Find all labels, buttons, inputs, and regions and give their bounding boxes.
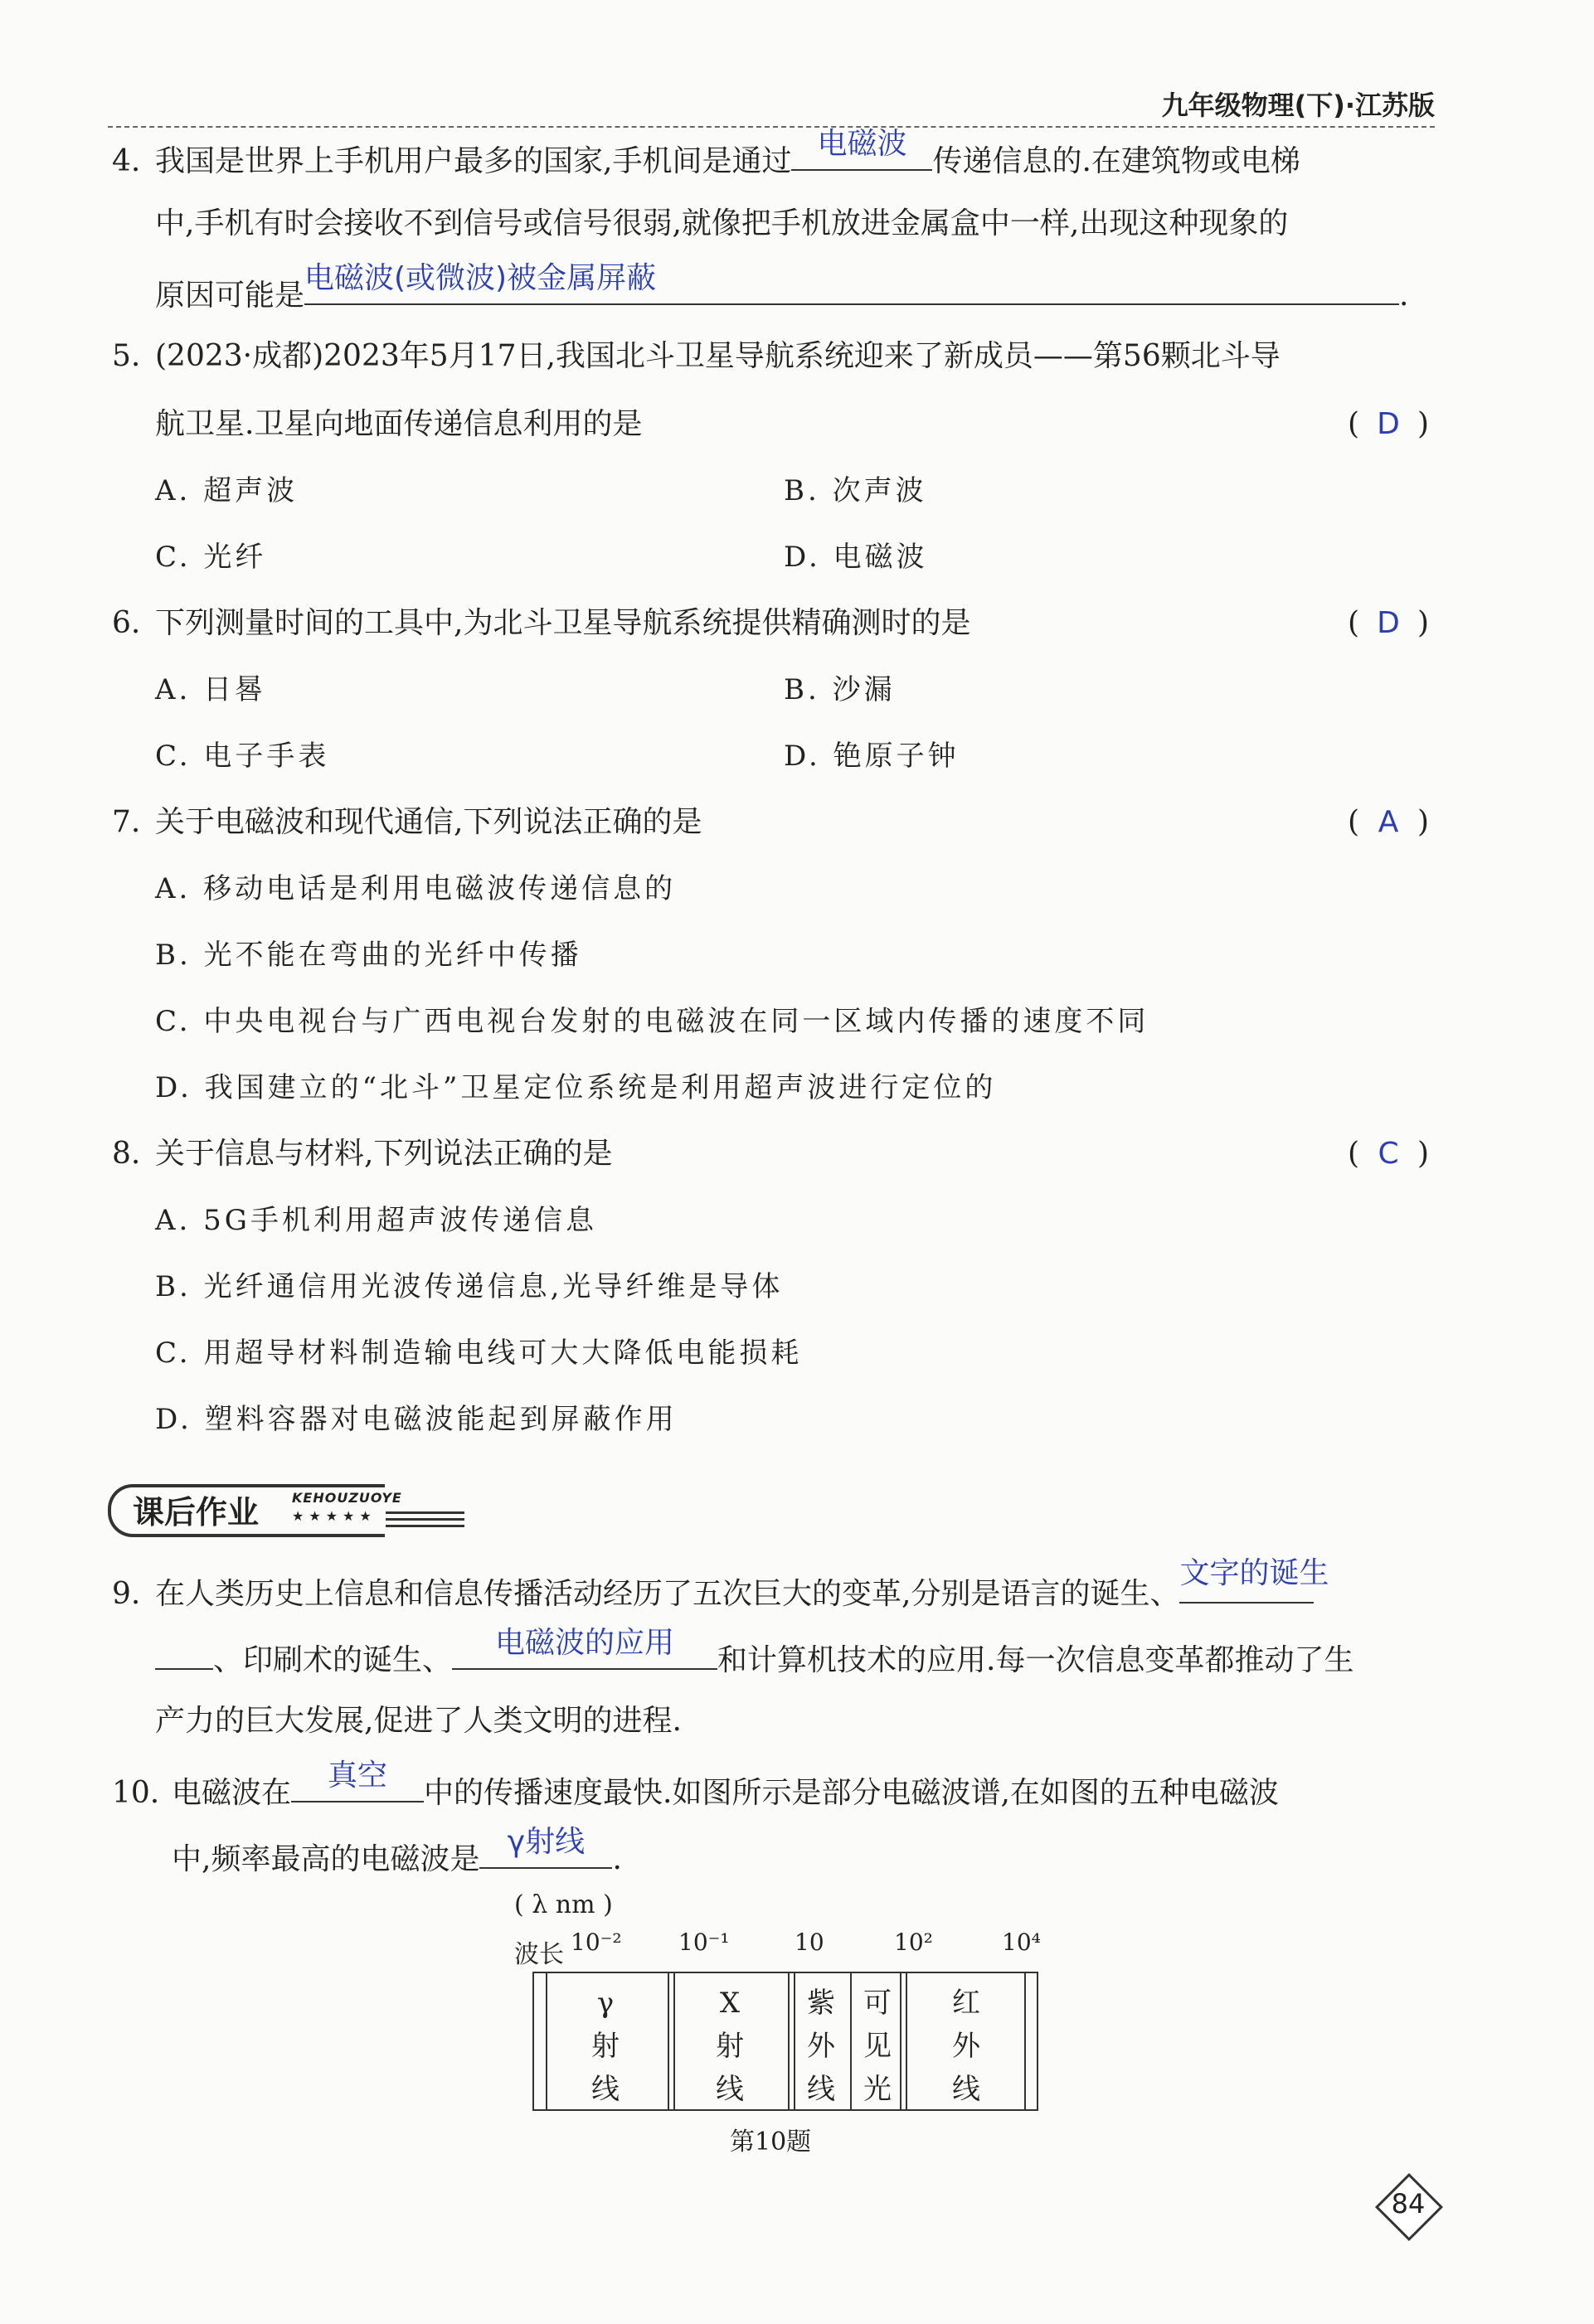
q8-option-d: D. 塑料容器对电磁波能起到屏蔽作用: [155, 1403, 678, 1436]
q8-answer: ( C ): [1348, 1137, 1430, 1171]
band-xray: X 射 线: [716, 1987, 744, 2106]
q5-option-a: A. 超声波: [155, 474, 299, 507]
q5-option-c: C. 光纤: [155, 541, 267, 574]
q5-answer: ( D ): [1348, 407, 1430, 441]
q8-option-b: B. 光纤通信用光波传递信息,光导纤维是导体: [155, 1270, 784, 1303]
band-divider: [850, 1972, 852, 2111]
q6-option-a: A. 日晷: [155, 673, 267, 706]
page-header: [108, 83, 1435, 128]
band-divider: [906, 1972, 907, 2111]
band-gamma: γ 射 线: [591, 1987, 620, 2106]
q7-answer: ( A ): [1348, 805, 1430, 839]
section-subtitle: KEHOUZUOYE: [292, 1490, 402, 1506]
q8-option-a: A. 5G手机利用超声波传递信息: [155, 1204, 597, 1237]
q7-line1: 7. 关于电磁波和现代通信,下列说法正确的是: [112, 805, 702, 839]
q6-option-c: C. 电子手表: [155, 740, 330, 773]
header-title: 九年级物理(下)·江苏版: [1161, 90, 1435, 121]
page-number: 84: [1378, 2176, 1438, 2236]
q9-blank2: 电磁波的应用: [452, 1635, 717, 1670]
q4-blank2: 电磁波(或微波)被金属屏蔽: [304, 270, 1399, 305]
tick-label: 10²: [894, 1929, 933, 1956]
q7-option-a: A. 移动电话是利用电磁波传递信息的: [155, 872, 677, 905]
q9-line1: 9. 在人类历史上信息和信息传播活动经历了五次巨大的变革,分别是语言的诞生、 文字的诞生: [112, 1556, 1329, 1611]
q9-line3: 产力的巨大发展,促进了人类文明的进程.: [155, 1704, 682, 1738]
q8-line1: 8. 关于信息与材料,下列说法正确的是: [112, 1137, 613, 1171]
q10-line2: 中,频率最高的电磁波是 γ射线 .: [172, 1825, 622, 1876]
figure-caption: 第10题: [730, 2128, 812, 2157]
q5-line1: 5. (2023·成都)2023年5月17日,我国北斗卫星导航系统迎来了新成员——第56颗北斗导: [112, 339, 1281, 373]
q4-line3: 原因可能是 电磁波(或微波)被金属屏蔽 .: [155, 261, 1409, 313]
q5-option-b: B. 次声波: [784, 474, 927, 507]
q7-option-c: C. 中央电视台与广西电视台发射的电磁波在同一区域内传播的速度不同: [155, 1005, 1149, 1038]
q4-line2: 中,手机有时会接收不到信号或信号很弱,就像把手机放进金属盒中一样,出现这种现象的: [155, 206, 1289, 240]
band-divider: [788, 1972, 790, 2111]
q9-line2: 、印刷术的诞生、 电磁波的应用 和计算机技术的应用.每一次信息变革都推动了生: [155, 1635, 1353, 1681]
tick-label: 10⁻¹: [678, 1929, 730, 1956]
q8-option-c: C. 用超导材料制造输电线可大大降低电能损耗: [155, 1337, 803, 1370]
tick-label: 10⁴: [1002, 1929, 1041, 1956]
q4-line1: 4. 我国是世界上手机用户最多的国家,手机间是通过 电磁波 传递信息的.在建筑物或电梯: [112, 127, 1300, 178]
band-divider: [1024, 1972, 1026, 2111]
band-divider: [900, 1972, 901, 2111]
section-heading: [108, 1480, 473, 1538]
spectrum-figure: [489, 1890, 1070, 2164]
tick-label: 10⁻²: [571, 1929, 622, 1956]
section-decoration-lines: [386, 1511, 464, 1531]
band-infrared: 红 外 线: [952, 1987, 980, 2106]
q5-line2: 航卫星.卫星向地面传递信息利用的是: [155, 407, 643, 441]
q6-line1: 6. 下列测量时间的工具中,为北斗卫星导航系统提供精确测时的是: [112, 606, 971, 640]
q7-option-d: D. 我国建立的“北斗”卫星定位系统是利用超声波进行定位的: [155, 1071, 997, 1104]
q9-blank1: 文字的诞生: [1179, 1569, 1314, 1604]
band-divider: [546, 1972, 547, 2111]
q6-option-b: B. 沙漏: [784, 673, 896, 706]
band-ultraviolet: 紫 外 线: [807, 1987, 835, 2106]
q6-option-d: D. 铯原子钟: [784, 740, 960, 773]
q7-option-b: B. 光不能在弯曲的光纤中传播: [155, 939, 582, 972]
q4-blank1: 电磁波: [791, 136, 932, 171]
band-divider: [794, 1972, 795, 2111]
q10-line1: 10. 电磁波在 真空 中的传播速度最快.如图所示是部分电磁波谱,在如图的五种电磁波: [112, 1759, 1279, 1810]
wavelength-label: 波长: [514, 1940, 564, 1969]
band-divider: [673, 1972, 675, 2111]
spectrum-unit: ( λ nm ): [514, 1890, 613, 1919]
section-stars: ★★★★★: [292, 1508, 377, 1524]
q10-blank1: 真空: [291, 1768, 424, 1802]
band-visible: 可 见 光: [863, 1987, 892, 2106]
q9-blank1-continued: [155, 1635, 213, 1670]
q10-blank2: γ射线: [479, 1834, 612, 1869]
tick-label: 10: [795, 1929, 824, 1956]
band-divider: [668, 1972, 669, 2111]
section-title: 课后作业: [133, 1494, 260, 1531]
q6-answer: ( D ): [1348, 606, 1430, 640]
q5-option-d: D. 电磁波: [784, 541, 928, 574]
